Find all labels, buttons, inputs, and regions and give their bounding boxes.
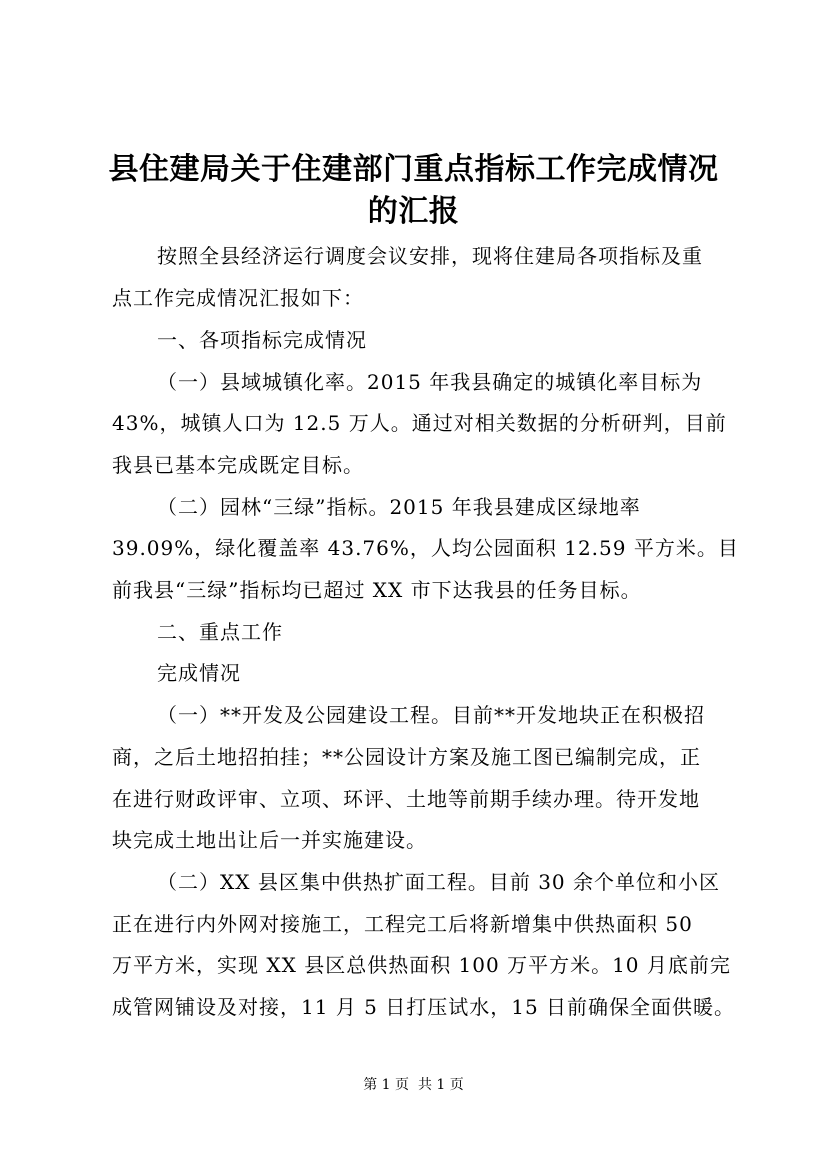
body-line-5: 43%，城镇人口为 12.5 万人。通过对相关数据的分析研判，目前: [112, 411, 727, 435]
body-line-13: 商，之后土地招拍挂；**公园设计方案及施工图已编制完成，正: [112, 745, 701, 769]
body-line-8: 39.09%，绿化覆盖率 43.76%，人均公园面积 12.59 平方米。目: [112, 536, 739, 560]
page-number-footer: 第 1 页 共 1 页: [363, 1077, 464, 1093]
document-title-line-2: 的汇报: [367, 194, 460, 229]
body-line-19: 成管网铺设及对接，11 月 5 日打压试水，15 日前确保全面供暖。: [112, 995, 736, 1019]
section-heading-1: 一、各项指标完成情况: [157, 328, 367, 352]
body-line-18: 万平方米，实现 XX 县区总供热面积 100 万平方米。10 月底前完: [112, 953, 731, 977]
body-line-12: （一）**开发及公园建设工程。目前**开发地块正在积极招: [157, 703, 705, 727]
body-line-15: 块完成土地出让后一并实施建设。: [112, 828, 427, 852]
body-line-1: 按照全县经济运行调度会议安排，现将住建局各项指标及重: [157, 244, 703, 268]
body-line-4: （一）县域城镇化率。2015 年我县确定的城镇化率目标为: [157, 370, 703, 394]
body-line-14: 在进行财政评审、立项、环评、土地等前期手续办理。待开发地: [112, 787, 700, 811]
body-line-7: （二）园林“三绿”指标。2015 年我县建成区绿地率: [157, 495, 641, 519]
body-line-9: 前我县“三绿”指标均已超过 XX 市下达我县的任务目标。: [112, 578, 642, 602]
body-line-6: 我县已基本完成既定目标。: [112, 453, 364, 477]
section-heading-2: 二、重点工作: [157, 620, 283, 644]
body-line-17: 正在进行内外网对接施工，工程完工后将新增集中供热面积 50: [112, 912, 693, 936]
body-line-16: （二）XX 县区集中供热扩面工程。目前 30 余个单位和小区: [157, 870, 720, 894]
document-title-line-1: 县住建局关于住建部门重点指标工作完成情况: [108, 152, 719, 187]
body-line-2: 点工作完成情况汇报如下：: [112, 286, 364, 310]
section-heading-2-cont: 完成情况: [157, 661, 241, 685]
